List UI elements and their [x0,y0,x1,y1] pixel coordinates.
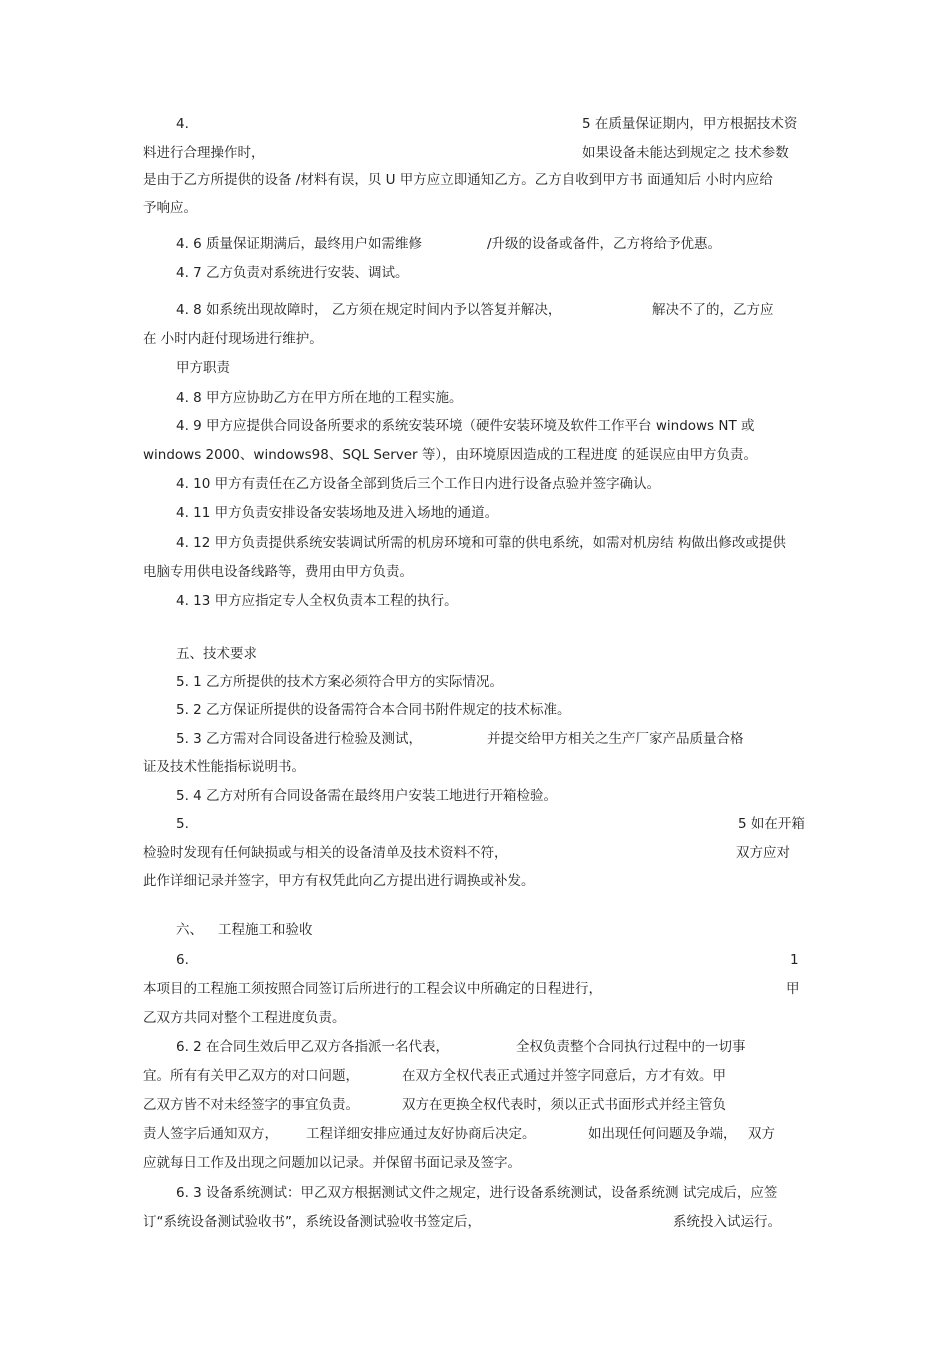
text-line: 本项目的工程施工须按照合同签订后所进行的工程会议中所确定的日程进行， [143,981,602,997]
text-line: 甲 [786,981,800,997]
section-heading: 工程施工和验收 [218,922,313,938]
text-line: 在 小时内赶付现场进行维护。 [143,331,323,347]
text-line: 工程详细安排应通过友好协商后决定。 [306,1126,536,1142]
text-line: 电脑专用供电设备线路等，费用由甲方负责。 [143,564,413,580]
text-line: 4. 6 质量保证期满后，最终用户如需维修 [176,236,423,252]
text-line: 5. 4 乙方对所有合同设备需在最终用户安装工地进行开箱检验。 [176,788,558,804]
text-line: 5. [176,816,189,832]
text-line: 双方 [748,1126,775,1142]
section-heading: 六、 [176,922,203,938]
text-line: 料进行合理操作时， [143,145,265,161]
text-line: 4. 11 甲方负责安排设备安装场地及进入场地的通道。 [176,505,499,521]
text-line: 并提交给甲方相关之生产厂家产品质量合格 [487,731,744,747]
section-heading: 五、技术要求 [176,646,257,662]
text-line: 责人签字后通知双方， [143,1126,278,1142]
text-line: 5 在质量保证期内，甲方根据技术资 [582,116,798,132]
text-line: 4. 10 甲方有责任在乙方设备全部到货后三个工作日内进行设备点验并签字确认。 [176,476,661,492]
text-line: 如果设备未能达到规定之 技术参数 [582,145,789,161]
text-line: 检验时发现有任何缺损或与相关的设备清单及技术资料不符， [143,845,508,861]
text-line: 5. 2 乙方保证所提供的设备需符合本合同书附件规定的技术标准。 [176,702,571,718]
text-line: 4. [176,116,189,132]
text-line: 6. 2 在合同生效后甲乙双方各指派一名代表， [176,1039,450,1055]
text-line: windows 2000、windows98、SQL Server 等），由环境原因造成的工程进度 的延误应由甲方负责。 [143,447,757,463]
text-line: 4. 7 乙方负责对系统进行安装、调试。 [176,265,409,281]
text-line: 全权负责整个合同执行过程中的一切事 [516,1039,746,1055]
text-line: 5. 1 乙方所提供的技术方案必须符合甲方的实际情况。 [176,674,504,690]
text-line: 予响应。 [143,200,197,216]
text-line: 应就每日工作及出现之问题加以记录。并保留书面记录及签字。 [143,1155,521,1171]
text-line: 4. 8 甲方应协助乙方在甲方所在地的工程实施。 [176,390,463,406]
text-line: 5. 3 乙方需对合同设备进行检验及测试， [176,731,423,747]
text-line: 订“系统设备测试验收书”，系统设备测试验收书签定后， [143,1214,481,1230]
text-line: 4. 9 甲方应提供合同设备所要求的系统安装环境（硬件安装环境及软件工作平台 windows NT 或 [176,418,755,434]
text-line: 5 如在开箱 [738,816,805,832]
text-line: 4. 12 甲方负责提供系统安装调试所需的机房环境和可靠的供电系统，如需对机房结 构做出修改或提供 [176,535,786,551]
text-line: 在双方全权代表正式通过并签字同意后，方才有效。甲 [402,1068,726,1084]
text-line: /升级的设备或备件，乙方将给予优惠。 [487,236,722,252]
text-line: 6. [176,952,189,968]
text-line: 4. 13 甲方应指定专人全权负责本工程的执行。 [176,593,458,609]
text-line: 此作详细记录并签字，甲方有权凭此向乙方提出进行调换或补发。 [143,873,535,889]
text-line: 乙双方皆不对未经签字的事宜负责。 [143,1097,359,1113]
text-line: 双方应对 [736,845,790,861]
text-line: 是由于乙方所提供的设备 /材料有误，贝 U 甲方应立即通知乙方。乙方自收到甲方书 面通知后 小时内应给 [143,172,773,188]
text-line: 证及技术性能指标说明书。 [143,759,305,775]
text-line: 系统投入试运行。 [673,1214,781,1230]
text-line: 乙双方共同对整个工程进度负责。 [143,1010,346,1026]
text-line: 1 [790,952,799,968]
text-line: 4. 8 如系统出现故障时， 乙方须在规定时间内予以答复并解决， [176,302,562,318]
text-line: 6. 3 设备系统测试：甲乙双方根据测试文件之规定，进行设备系统测试，设备系统测 试完成后，应签 [176,1185,778,1201]
text-line: 如出现任何问题及争端， [588,1126,737,1142]
text-line: 双方在更换全权代表时，须以正式书面形式并经主管负 [402,1097,726,1113]
section-heading: 甲方职责 [176,360,230,376]
text-line: 宜。所有有关甲乙双方的对口问题， [143,1068,359,1084]
text-line: 解决不了的，乙方应 [652,302,774,318]
